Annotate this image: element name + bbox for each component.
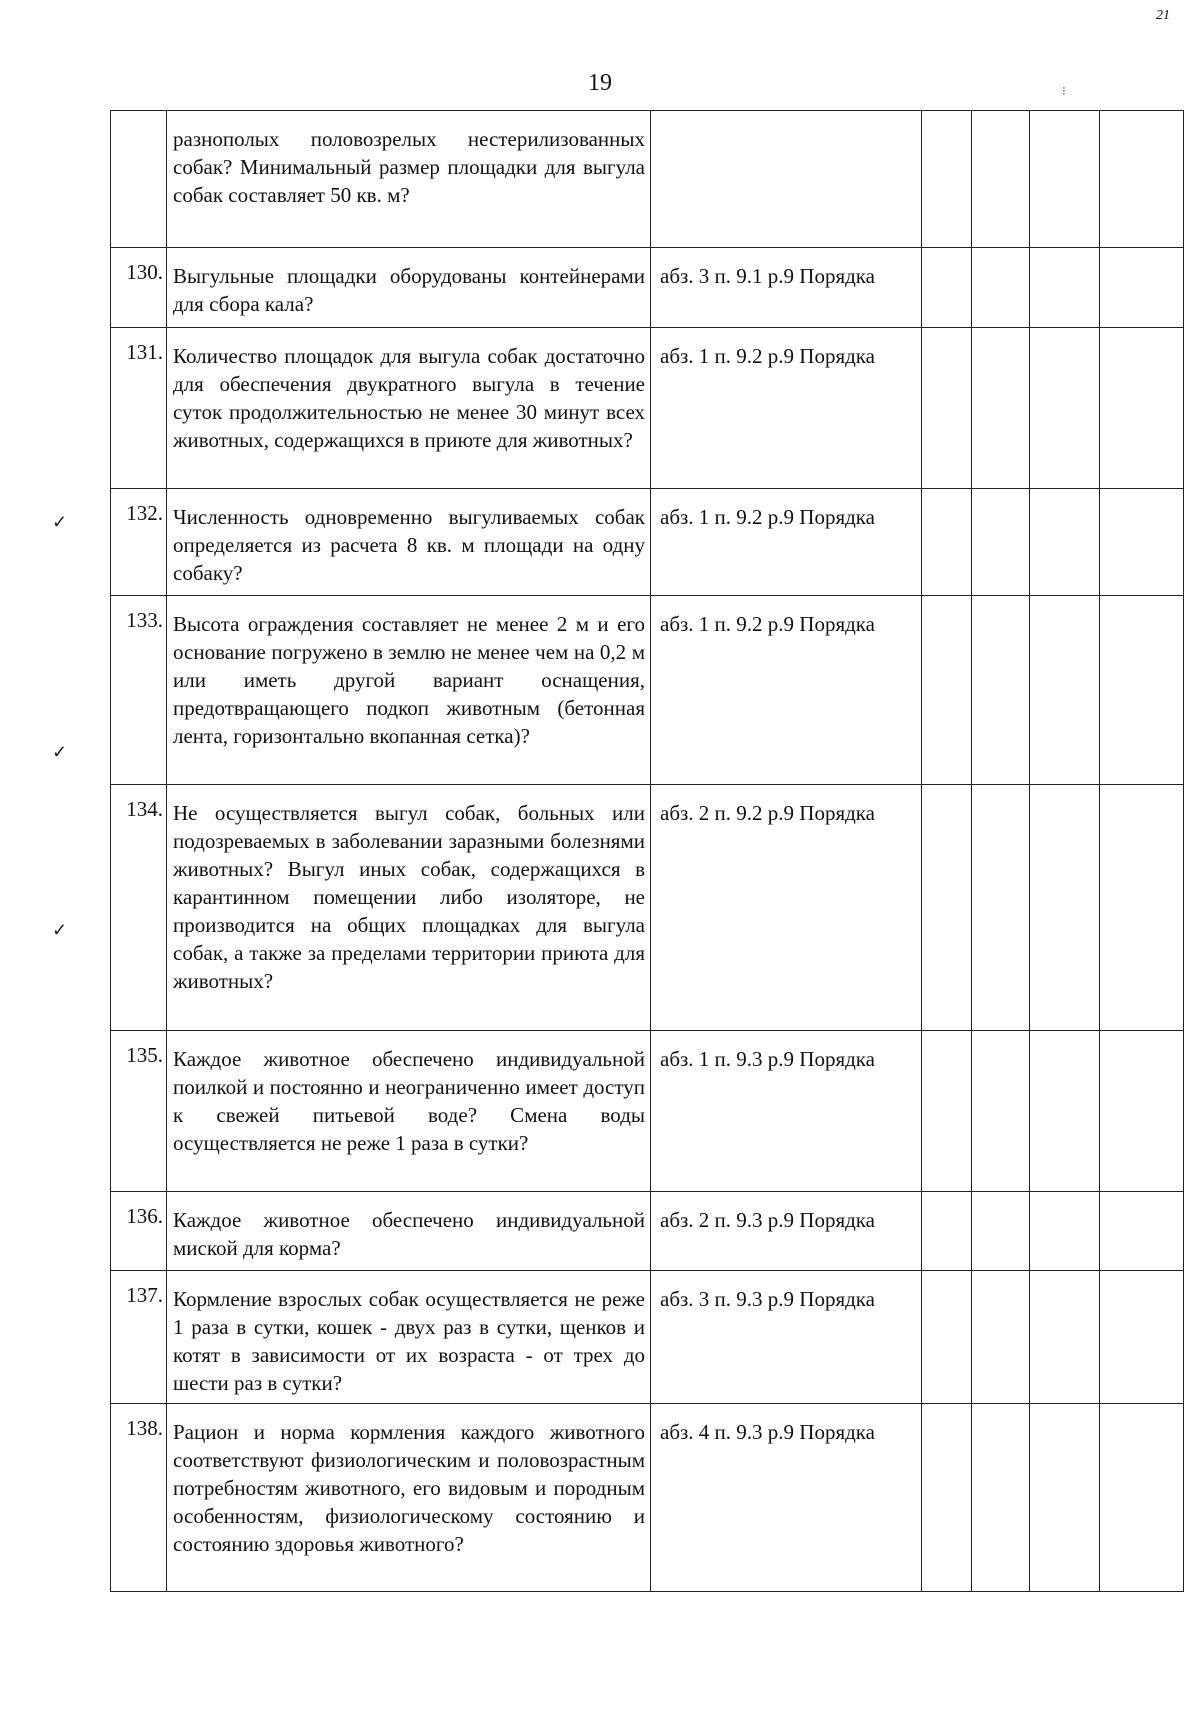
not-applicable-cell[interactable] (1030, 1192, 1100, 1271)
answer-no-cell[interactable] (972, 328, 1030, 489)
question-text: Каждое животное обеспечено индивидуальной поилкой и постоянно и неограниченно имеет доступ к свежей питьевой воде? Смена воды осуществляется не реже 1 раза в сутки? (167, 1031, 651, 1192)
answer-yes-cell[interactable] (922, 1404, 972, 1592)
legal-reference: абз. 3 п. 9.3 р.9 Порядка (651, 1271, 922, 1404)
not-applicable-cell[interactable] (1030, 785, 1100, 1031)
note-cell[interactable] (1100, 596, 1184, 785)
legal-reference: абз. 1 п. 9.2 р.9 Порядка (651, 489, 922, 596)
table-row (111, 1192, 1184, 1271)
question-text: Численность одновременно выгуливаемых собак определяется из расчета 8 кв. м площади на одну собаку? (167, 489, 651, 596)
not-applicable-cell[interactable] (1030, 328, 1100, 489)
page-number: 19 (588, 70, 612, 96)
row-number: 136. (111, 1192, 167, 1271)
question-text: Кормление взрослых собак осуществляется не реже 1 раза в сутки, кошек - двух раз в сутки, щенков и котят в зависимости от их возраста - от трех до шести раз в сутки? (167, 1271, 651, 1404)
row-number: 135. (111, 1031, 167, 1192)
margin-check-mark-3: ✓ (52, 920, 68, 940)
not-applicable-cell[interactable] (1030, 248, 1100, 328)
answer-yes-cell[interactable] (922, 1271, 972, 1404)
question-text: Рацион и норма кормления каждого животного соответствуют физиологическим и половозрастным потребностям животного, его видовым и породным особенностям, физиологическому состоянию и состоянию здоровья животного? (167, 1404, 651, 1592)
note-cell[interactable] (1100, 1031, 1184, 1192)
row-number: 130. (111, 248, 167, 328)
not-applicable-cell[interactable] (1030, 111, 1100, 248)
margin-check-mark-2: ✓ (52, 742, 68, 762)
margin-check-mark-1: ✓ (52, 512, 68, 532)
note-cell[interactable] (1100, 328, 1184, 489)
answer-no-cell[interactable] (972, 596, 1030, 785)
row-number: 138. (111, 1404, 167, 1592)
legal-reference: абз. 3 п. 9.1 р.9 Порядка (651, 248, 922, 328)
note-cell[interactable] (1100, 1192, 1184, 1271)
row-number (111, 111, 167, 248)
answer-yes-cell[interactable] (922, 1192, 972, 1271)
table-row (111, 1404, 1184, 1592)
question-text: Не осуществляется выгул собак, больных или подозреваемых в заболевании заразными болезнями животных? Выгул иных собак, содержащихся в карантинном помещении либо изоляторе, не производится на общих площадках для выгула собак, а также за пределами территории приюта для животных? (167, 785, 651, 1031)
not-applicable-cell[interactable] (1030, 596, 1100, 785)
row-number: 137. (111, 1271, 167, 1404)
checklist-table (110, 110, 1184, 1592)
question-text: разнополых половозрелых нестерилизованных собак? Минимальный размер площадки для выгула собак составляет 50 кв. м? (167, 111, 651, 248)
table-row (111, 489, 1184, 596)
table-row (111, 248, 1184, 328)
question-text: Высота ограждения составляет не менее 2 м и его основание погружено в землю не менее чем на 0,2 м или иметь другой вариант оснащения, предотвращающего подкоп животным (бетонная лента, горизонтально вкопанная сетка)? (167, 596, 651, 785)
table-row (111, 1031, 1184, 1192)
table-row (111, 596, 1184, 785)
legal-reference: абз. 2 п. 9.2 р.9 Порядка (651, 785, 922, 1031)
table-row (111, 785, 1184, 1031)
answer-no-cell[interactable] (972, 111, 1030, 248)
legal-reference: абз. 1 п. 9.2 р.9 Порядка (651, 596, 922, 785)
answer-yes-cell[interactable] (922, 111, 972, 248)
answer-yes-cell[interactable] (922, 1031, 972, 1192)
row-number: 134. (111, 785, 167, 1031)
answer-no-cell[interactable] (972, 785, 1030, 1031)
note-cell[interactable] (1100, 1271, 1184, 1404)
answer-no-cell[interactable] (972, 248, 1030, 328)
legal-reference: абз. 2 п. 9.3 р.9 Порядка (651, 1192, 922, 1271)
answer-yes-cell[interactable] (922, 489, 972, 596)
answer-yes-cell[interactable] (922, 596, 972, 785)
question-text: Каждое животное обеспечено индивидуальной миской для корма? (167, 1192, 651, 1271)
note-cell[interactable] (1100, 111, 1184, 248)
legal-reference: абз. 1 п. 9.2 р.9 Порядка (651, 328, 922, 489)
not-applicable-cell[interactable] (1030, 489, 1100, 596)
scan-tick-mark: ⁝ (1062, 84, 1066, 98)
table-row (111, 328, 1184, 489)
row-number: 133. (111, 596, 167, 785)
answer-yes-cell[interactable] (922, 248, 972, 328)
legal-reference (651, 111, 922, 248)
row-number: 131. (111, 328, 167, 489)
answer-yes-cell[interactable] (922, 785, 972, 1031)
table-row (111, 111, 1184, 248)
question-text: Выгульные площадки оборудованы контейнерами для сбора кала? (167, 248, 651, 328)
not-applicable-cell[interactable] (1030, 1031, 1100, 1192)
corner-page-mark: 21 (1156, 8, 1170, 23)
note-cell[interactable] (1100, 785, 1184, 1031)
legal-reference: абз. 1 п. 9.3 р.9 Порядка (651, 1031, 922, 1192)
answer-no-cell[interactable] (972, 489, 1030, 596)
note-cell[interactable] (1100, 1404, 1184, 1592)
not-applicable-cell[interactable] (1030, 1404, 1100, 1592)
note-cell[interactable] (1100, 489, 1184, 596)
note-cell[interactable] (1100, 248, 1184, 328)
answer-no-cell[interactable] (972, 1404, 1030, 1592)
question-text: Количество площадок для выгула собак достаточно для обеспечения двукратного выгула в течение суток продолжительностью не менее 30 минут всех животных, содержащихся в приюте для животных? (167, 328, 651, 489)
answer-yes-cell[interactable] (922, 328, 972, 489)
legal-reference: абз. 4 п. 9.3 р.9 Порядка (651, 1404, 922, 1592)
table-row (111, 1271, 1184, 1404)
not-applicable-cell[interactable] (1030, 1271, 1100, 1404)
answer-no-cell[interactable] (972, 1192, 1030, 1271)
row-number: 132. (111, 489, 167, 596)
answer-no-cell[interactable] (972, 1271, 1030, 1404)
answer-no-cell[interactable] (972, 1031, 1030, 1192)
